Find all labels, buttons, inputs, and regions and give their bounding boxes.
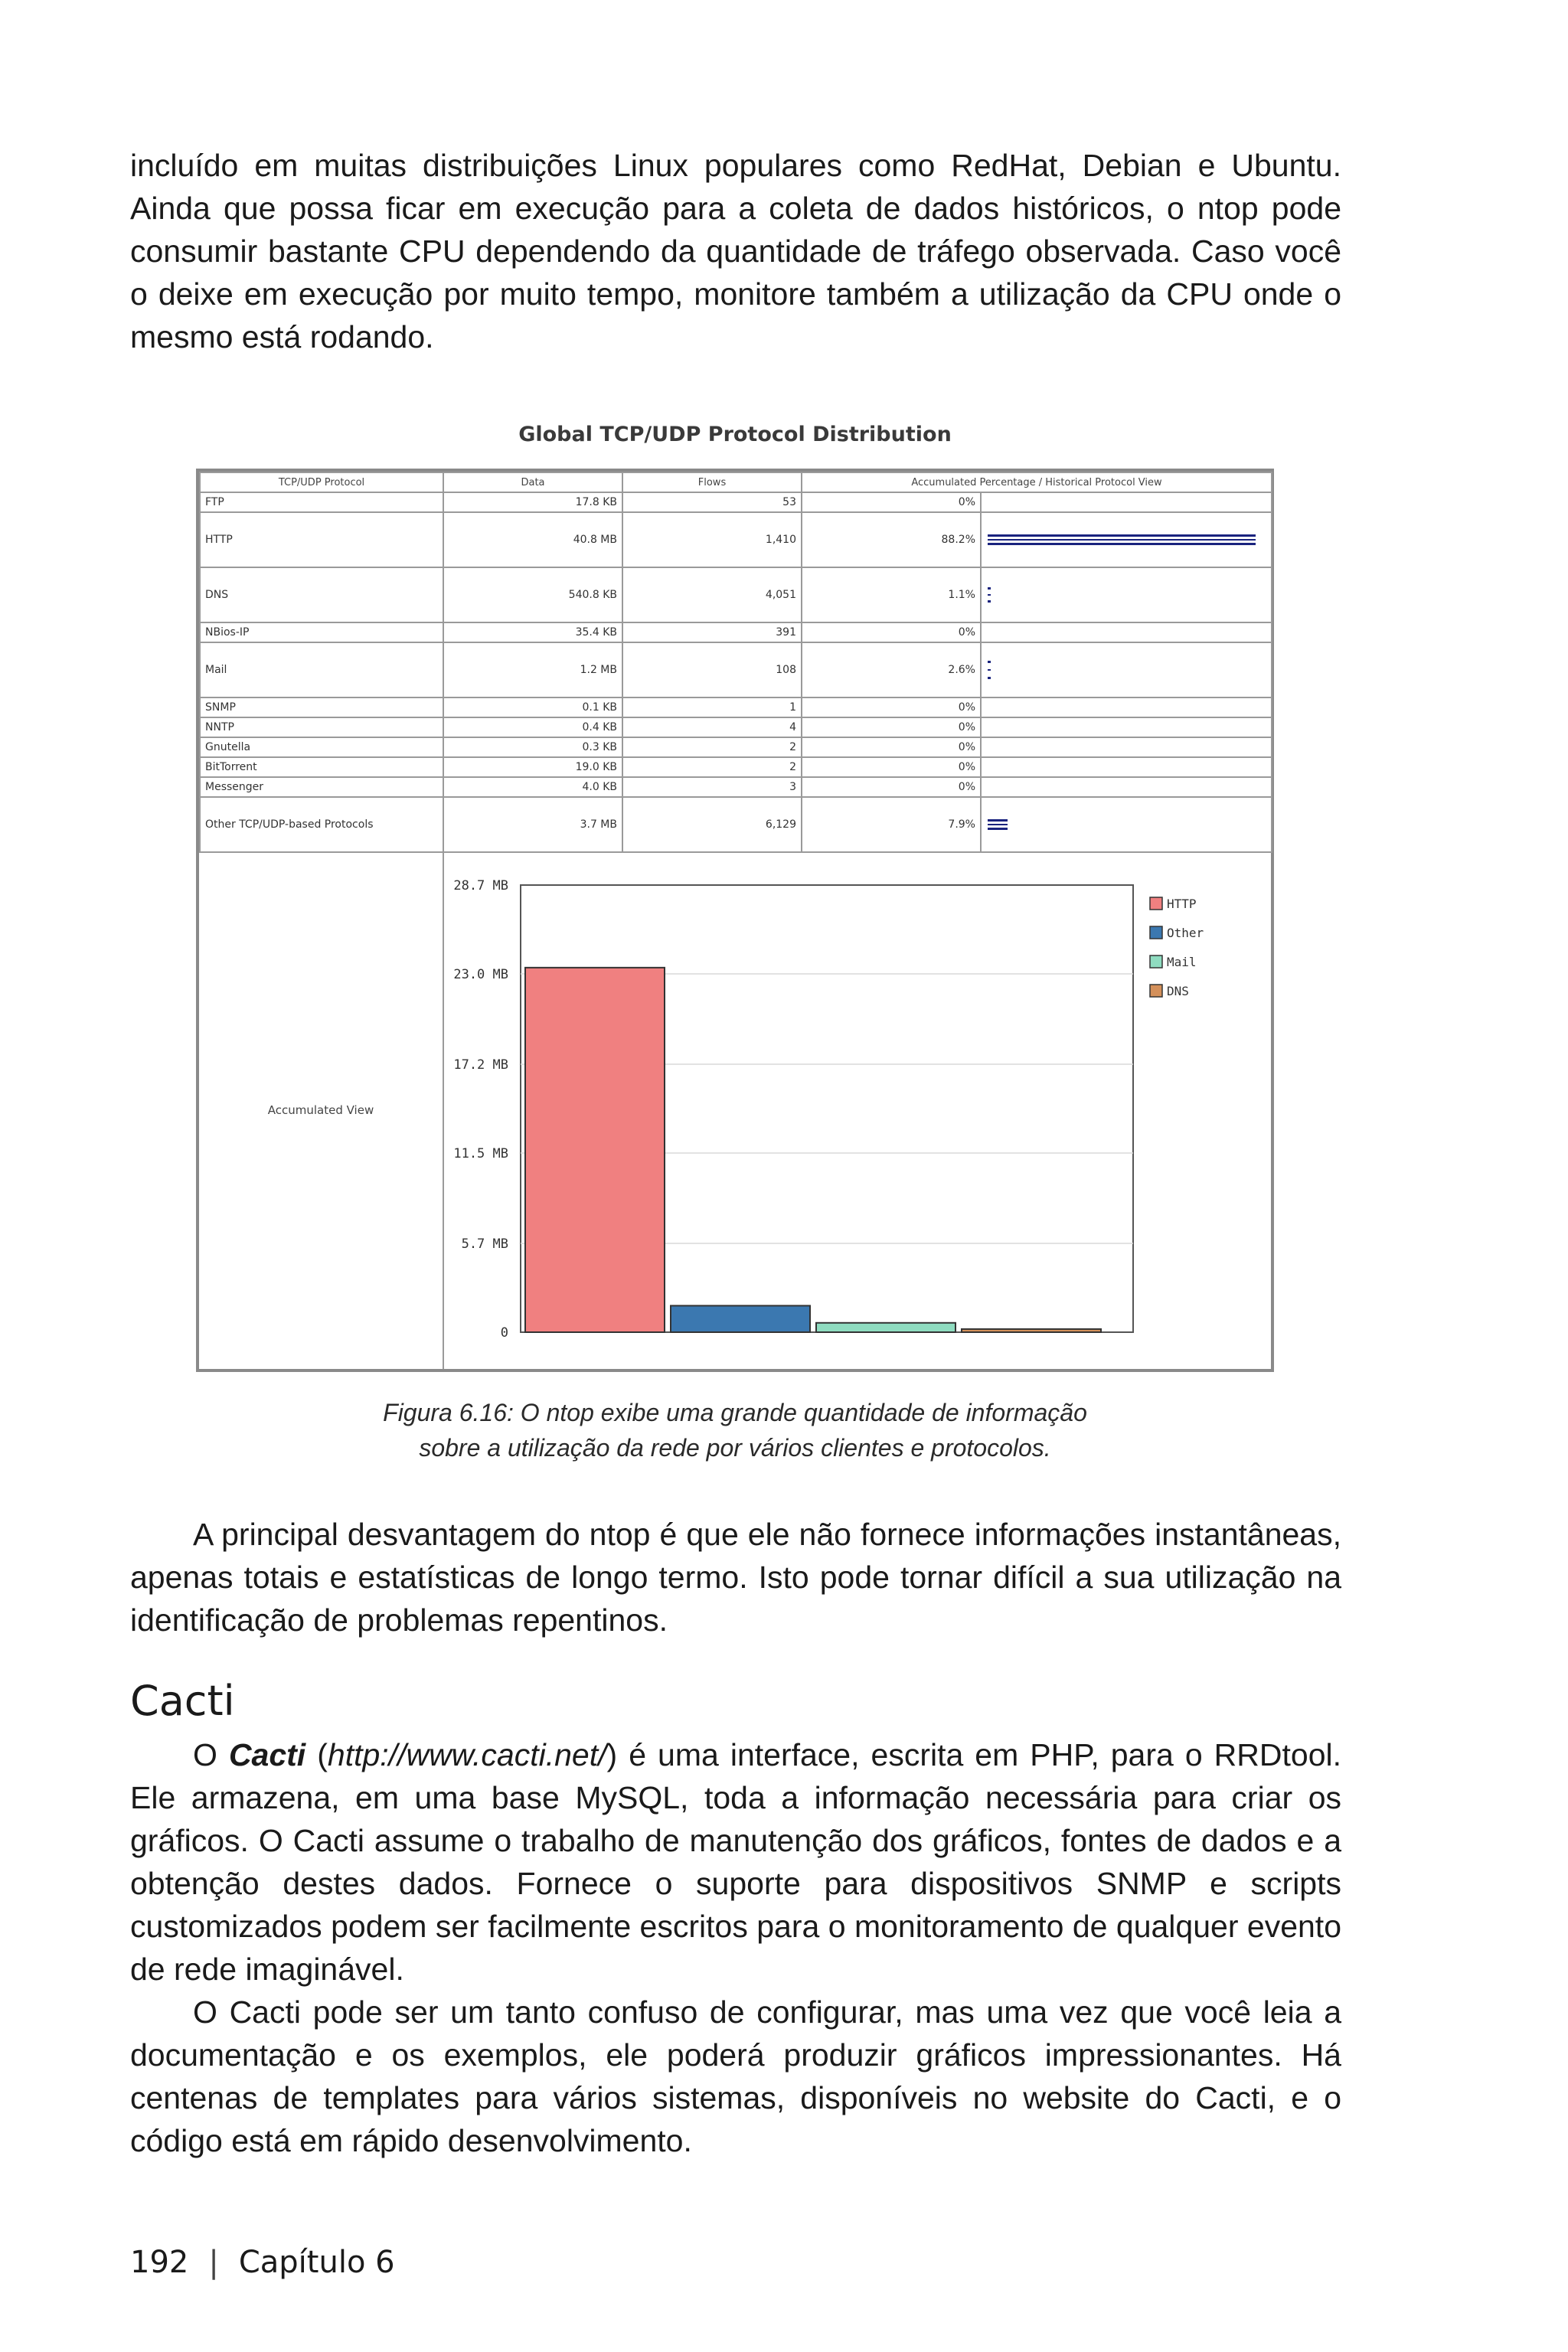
table-header-row <box>200 472 1272 492</box>
disadvantage-paragraph: A principal desvantagem do ntop é que ele não fornece informações instantâneas, apenas totais e estatísticas de longo termo. Isto pode tornar difícil a sua utilização na identificação de problemas repentinos. <box>130 1517 1341 1638</box>
cell-data: 0.4 KB <box>443 717 622 737</box>
bar-other <box>671 1305 810 1332</box>
cell-percent: 0% <box>802 737 981 757</box>
figure-caption <box>196 1395 1274 1465</box>
cell-data: 19.0 KB <box>443 757 622 777</box>
cell-flows: 108 <box>622 642 802 697</box>
share-bar <box>988 819 1008 830</box>
cell-percent: 0% <box>802 622 981 642</box>
col-header-flows: Flows <box>622 472 802 492</box>
cell-data: 0.3 KB <box>443 737 622 757</box>
table-row <box>200 492 1272 512</box>
caption-line-1: Figura 6.16: O ntop exibe uma grande quantidade de informação <box>383 1399 1087 1426</box>
y-tick-label: 0 <box>500 1325 508 1341</box>
accumulated-view-label: Accumulated View <box>267 1103 374 1117</box>
cell-percent: 0% <box>802 777 981 797</box>
cell-protocol: FTP <box>200 492 443 512</box>
share-bar <box>988 534 1256 545</box>
table-row <box>200 737 1272 757</box>
protocol-table <box>199 472 1272 853</box>
cell-protocol: BitTorrent <box>200 757 443 777</box>
cell-flows: 6,129 <box>622 797 802 852</box>
share-bar <box>988 661 991 679</box>
cell-data: 540.8 KB <box>443 567 622 622</box>
table-row <box>200 622 1272 642</box>
cell-protocol: DNS <box>200 567 443 622</box>
cell-flows: 2 <box>622 757 802 777</box>
cell-flows: 1,410 <box>622 512 802 567</box>
page-footer <box>130 2243 395 2282</box>
ntop-protocol-figure <box>196 469 1274 1372</box>
table-row <box>200 797 1272 852</box>
cell-data: 3.7 MB <box>443 797 622 852</box>
cell-history-bar <box>981 737 1272 757</box>
cell-history-bar <box>981 642 1272 697</box>
section-heading: Cacti <box>130 1677 235 1725</box>
caption-line-2: sobre a utilização da rede por vários clientes e protocolos. <box>419 1434 1051 1462</box>
cell-history-bar <box>981 777 1272 797</box>
legend-swatch <box>1150 985 1162 997</box>
table-row <box>200 697 1272 717</box>
cell-history-bar <box>981 567 1272 622</box>
legend-label: Mail <box>1167 955 1197 969</box>
table-row <box>200 777 1272 797</box>
legend-label: DNS <box>1167 984 1189 998</box>
cell-percent: 0% <box>802 492 981 512</box>
cell-data: 0.1 KB <box>443 697 622 717</box>
cell-history-bar <box>981 622 1272 642</box>
cacti-text-pre: O <box>193 1737 229 1772</box>
footer-separator: | <box>208 2245 219 2280</box>
accumulated-bar-chart <box>444 853 1271 1369</box>
legend-swatch <box>1150 926 1162 939</box>
cell-protocol: Gnutella <box>200 737 443 757</box>
bar-dns <box>962 1329 1101 1332</box>
cell-protocol: Other TCP/UDP-based Protocols <box>200 797 443 852</box>
y-tick-label: 23.0 MB <box>453 966 508 982</box>
cacti-name: Cacti <box>228 1737 306 1772</box>
table-row <box>200 512 1272 567</box>
cell-history-bar <box>981 492 1272 512</box>
bar-http <box>525 968 665 1332</box>
cell-flows: 3 <box>622 777 802 797</box>
page-number: 192 <box>130 2245 189 2280</box>
cell-history-bar <box>981 697 1272 717</box>
y-tick-label: 17.2 MB <box>453 1057 508 1073</box>
cell-protocol: NBios-IP <box>200 622 443 642</box>
bar-mail <box>816 1323 956 1332</box>
y-tick-label: 5.7 MB <box>461 1236 508 1253</box>
cacti-text-open: ( <box>305 1737 328 1772</box>
cell-percent: 0% <box>802 717 981 737</box>
legend-swatch <box>1150 897 1162 910</box>
cacti-url: http://www.cacti.net/ <box>327 1737 607 1772</box>
cell-flows: 4,051 <box>622 567 802 622</box>
cell-data: 40.8 MB <box>443 512 622 567</box>
cacti-paragraph-2: O Cacti pode ser um tanto confuso de configurar, mas uma vez que você leia a documentação e os exemplos, ele poderá produzir gráficos impressionantes. Há centenas de templates para vários sistemas, disponíveis no website do Cacti, e o código está em rápido desenvolvimento. <box>130 1994 1341 2158</box>
legend-swatch <box>1150 956 1162 968</box>
share-bar <box>988 587 991 603</box>
cacti-text-post: ) é uma interface, escrita em PHP, para o RRDtool. Ele armazena, em uma base MySQL, toda a informação necessária para criar os gráficos. O Cacti assume o trabalho de manutenção dos gráficos, fontes de dados e a obtenção destes dados. Fornece o suporte para dispositivos SNMP e scripts customizados podem ser facilmente escritos para o monitoramento de qualquer evento de rede imaginável. <box>130 1737 1342 1987</box>
cell-flows: 4 <box>622 717 802 737</box>
cell-protocol: NNTP <box>200 717 443 737</box>
cell-protocol: SNMP <box>200 697 443 717</box>
cell-data: 4.0 KB <box>443 777 622 797</box>
intro-paragraph: incluído em muitas distribuições Linux populares como RedHat, Debian e Ubuntu. Ainda que possa ficar em execução para a coleta de dados históricos, o ntop pode consumir bastante CPU dependendo da quantidade de tráfego observada. Caso você o deixe em execução por muito tempo, monitore também a utilização da CPU onde o mesmo está rodando. <box>130 148 1341 354</box>
cell-percent: 0% <box>802 757 981 777</box>
cell-protocol: HTTP <box>200 512 443 567</box>
legend-label: Other <box>1167 926 1204 940</box>
cell-percent: 1.1% <box>802 567 981 622</box>
cell-data: 1.2 MB <box>443 642 622 697</box>
cacti-paragraph-1 <box>130 1733 1341 1991</box>
cell-history-bar <box>981 797 1272 852</box>
cell-history-bar <box>981 757 1272 777</box>
cell-data: 17.8 KB <box>443 492 622 512</box>
legend-label: HTTP <box>1167 897 1197 911</box>
cell-percent: 7.9% <box>802 797 981 852</box>
cell-percent: 2.6% <box>802 642 981 697</box>
table-row <box>200 717 1272 737</box>
cell-percent: 88.2% <box>802 512 981 567</box>
cell-flows: 391 <box>622 622 802 642</box>
table-row <box>200 567 1272 622</box>
cell-percent: 0% <box>802 697 981 717</box>
figure-title: Global TCP/UDP Protocol Distribution <box>518 423 952 446</box>
y-tick-label: 28.7 MB <box>453 878 508 893</box>
cell-flows: 53 <box>622 492 802 512</box>
col-header-percentage: Accumulated Percentage / Historical Protocol View <box>802 472 1272 492</box>
y-tick-label: 11.5 MB <box>453 1145 508 1161</box>
cell-flows: 1 <box>622 697 802 717</box>
cell-protocol: Messenger <box>200 777 443 797</box>
cell-flows: 2 <box>622 737 802 757</box>
cell-history-bar <box>981 512 1272 567</box>
cell-history-bar <box>981 717 1272 737</box>
cell-protocol: Mail <box>200 642 443 697</box>
chapter-label: Capítulo 6 <box>238 2245 395 2280</box>
col-header-data: Data <box>443 472 622 492</box>
cell-data: 35.4 KB <box>443 622 622 642</box>
col-header-protocol: TCP/UDP Protocol <box>200 472 443 492</box>
table-row <box>200 642 1272 697</box>
table-row <box>200 757 1272 777</box>
